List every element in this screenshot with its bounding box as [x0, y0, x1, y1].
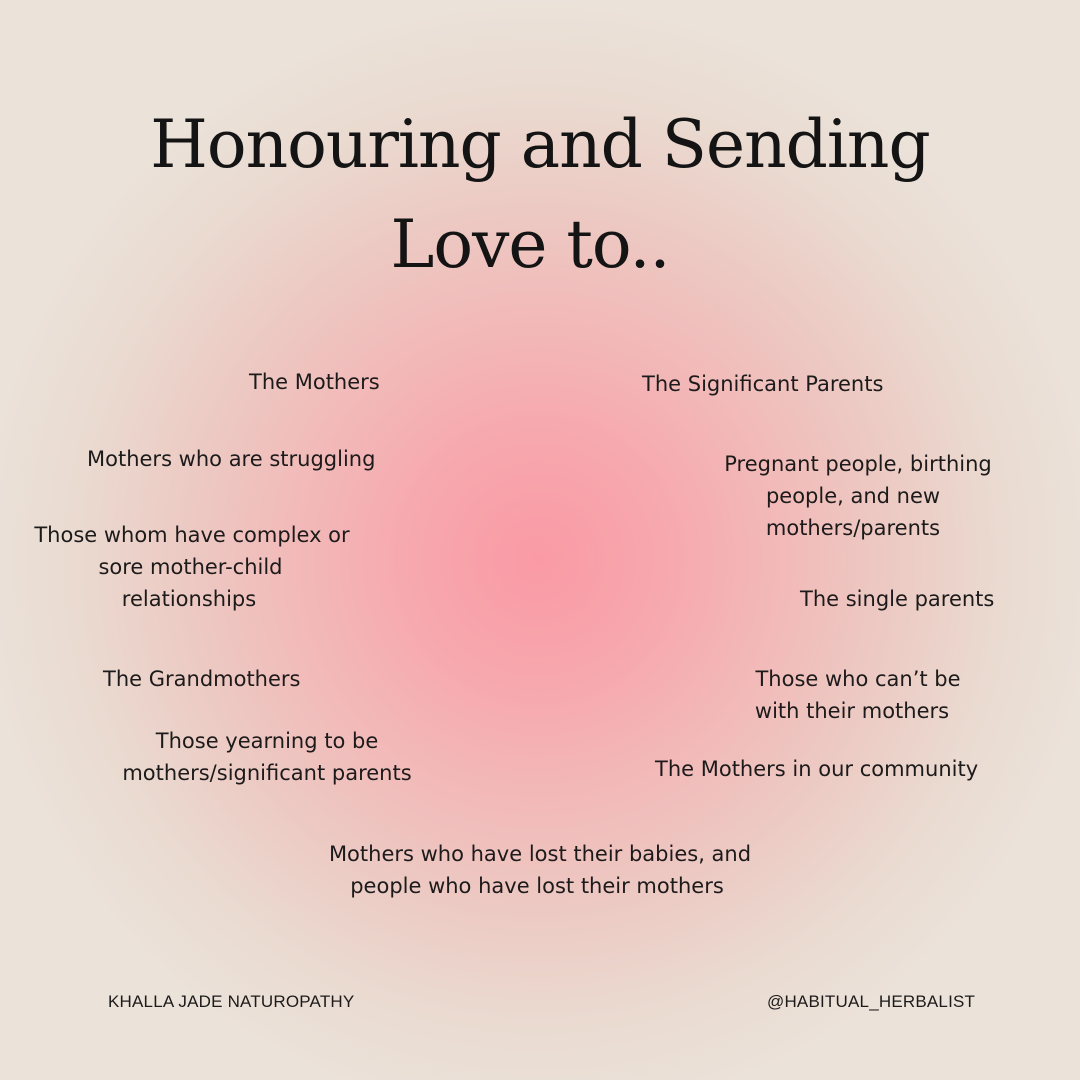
item-mothers-struggling — [87, 443, 375, 475]
item-line: The Significant Parents — [642, 372, 884, 396]
item-yearning — [112, 725, 422, 789]
item-line: relationships — [121, 587, 257, 611]
item-grandmothers — [103, 663, 301, 695]
item-the-mothers — [249, 366, 380, 398]
item-line: mothers/significant parents — [122, 761, 412, 785]
item-single-parents — [800, 583, 994, 615]
item-line: The Grandmothers — [103, 667, 301, 691]
item-lost-babies-mothers — [305, 838, 775, 902]
item-complex-relationships — [23, 519, 361, 615]
item-line: mothers/parents — [765, 516, 941, 540]
item-line: The Mothers in our community — [655, 757, 979, 781]
item-line: people who have lost their mothers — [350, 874, 724, 898]
item-mothers-community — [655, 753, 978, 785]
item-line: The Mothers — [249, 370, 380, 394]
item-pregnant-people — [712, 448, 1004, 544]
item-line: Mothers who have lost their babies, and — [328, 842, 752, 866]
item-line: Mothers who are struggling — [87, 447, 376, 471]
item-line: Pregnant people, birthing — [724, 452, 992, 476]
item-line: Those yearning to be — [155, 729, 379, 753]
item-cant-be-with-mothers — [742, 663, 974, 727]
item-line: with their mothers — [754, 699, 950, 723]
item-line: people, and new — [765, 484, 941, 508]
title-line-2: Love to.. — [390, 206, 670, 283]
item-line: sore mother-child — [98, 555, 283, 579]
item-line: Those whom have complex or — [34, 523, 350, 547]
footer-handle: @HABITUAL_HERBALIST — [767, 992, 976, 1011]
title-line-1: Honouring and Sending — [150, 106, 930, 183]
footer-brand: KHALLA JADE NATUROPATHY — [108, 992, 355, 1011]
item-line: The single parents — [800, 587, 995, 611]
item-line: Those who can’t be — [755, 667, 961, 691]
item-significant-parents — [642, 368, 883, 400]
